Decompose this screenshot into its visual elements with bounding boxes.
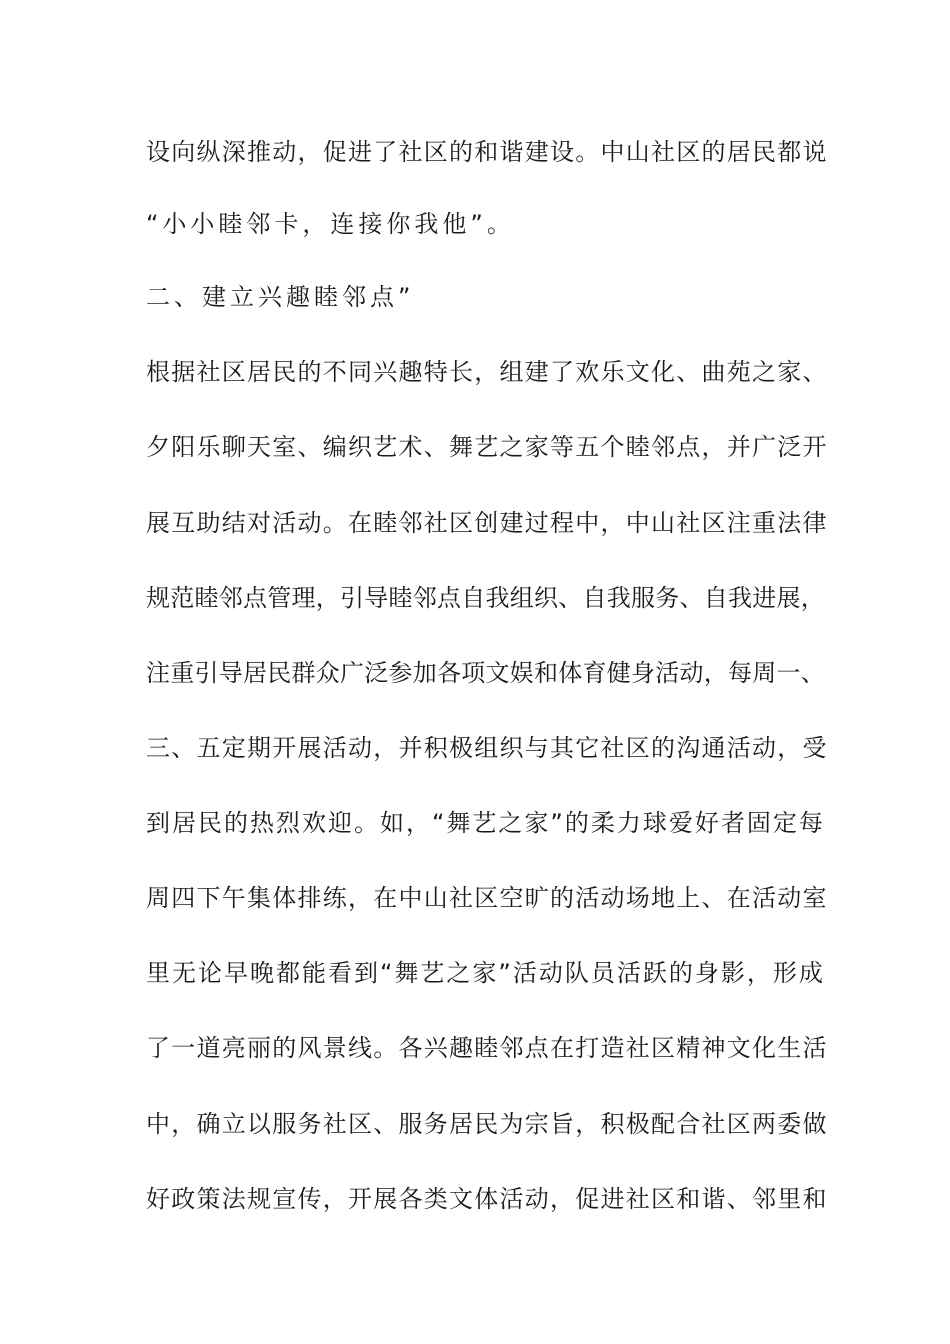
body-text-line: 好政策法规宣传，开展各类文体活动，促进社区和谐、邻里和 xyxy=(146,1185,828,1213)
body-text-line: 了一道亮丽的风景线。各兴趣睦邻点在打造社区精神文化生活 xyxy=(146,1034,828,1062)
body-text-line: 注重引导居民群众广泛参加各项文娱和体育健身活动，每周一、 xyxy=(146,659,825,687)
section-heading: 二、建立兴趣睦邻点” xyxy=(146,283,415,311)
body-text-line: 展互助结对活动。在睦邻社区创建过程中，中山社区注重法律 xyxy=(146,509,828,537)
body-text-line: 夕阳乐聊天室、编织艺术、舞艺之家等五个睦邻点，并广泛开 xyxy=(146,433,828,461)
body-text-line: 根据社区居民的不同兴趣特长，组建了欢乐文化、曲苑之家、 xyxy=(146,358,828,386)
body-text-line: 周四下午集体排练，在中山社区空旷的活动场地上、在活动室 xyxy=(146,884,828,912)
body-text-line: 规范睦邻点管理，引导睦邻点自我组织、自我服务、自我进展， xyxy=(146,584,825,612)
body-text-line: 设向纵深推动，促进了社区的和谐建设。中山社区的居民都说 xyxy=(146,138,828,166)
body-text-line: 里无论早晚都能看到“舞艺之家”活动队员活跃的身影，形成 xyxy=(146,959,825,987)
body-text-line: 中，确立以服务社区、服务居民为宗旨，积极配合社区两委做 xyxy=(146,1110,828,1138)
body-text-line: 到居民的热烈欢迎。如，“舞艺之家”的柔力球爱好者固定每 xyxy=(146,809,825,837)
body-text-line: “小小睦邻卡，连接你我他”。 xyxy=(146,210,515,238)
body-text-line: 三、五定期开展活动，并积极组织与其它社区的沟通活动，受 xyxy=(146,734,828,762)
